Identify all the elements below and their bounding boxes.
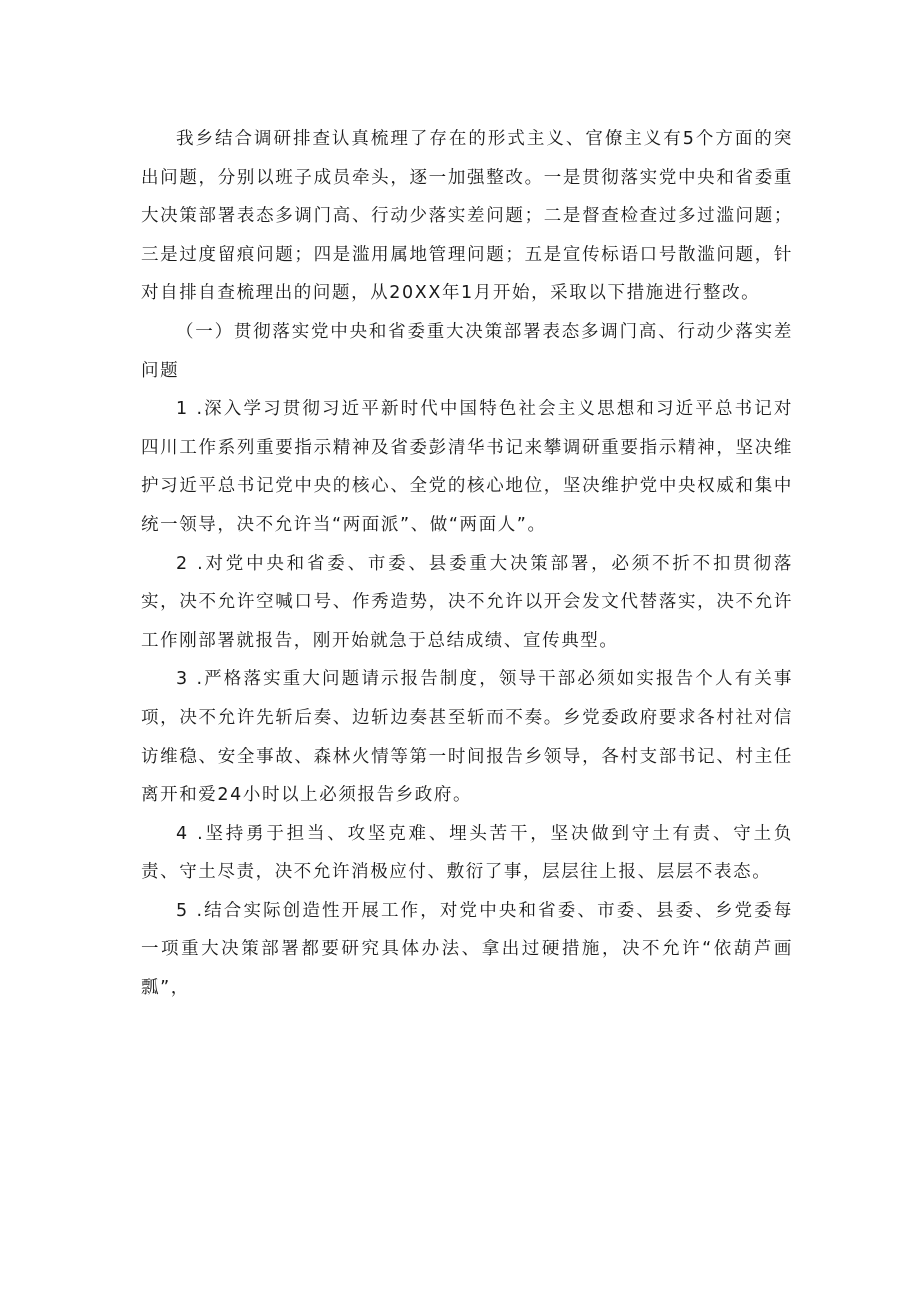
section-heading: （一）贯彻落实党中央和省委重大决策部署表态多调门高、行动少落实差问题: [141, 321, 793, 381]
list-item-2: 2 .对党中央和省委、市委、县委重大决策部署，必须不折不扣贯彻落实，决不允许空喊口号、作秀造势，决不允许以开会发文代替落实，决不允许工作刚部署就报告，刚开始就急于总结成绩、宣传典型。: [141, 553, 793, 651]
document-body: [141, 120, 793, 1008]
list-item-1: 1 .深入学习贯彻习近平新时代中国特色社会主义思想和习近平总书记对四川工作系列重要指示精神及省委彭清华书记来攀调研重要指示精神，坚决维护习近平总书记党中央的核心、全党的核心地位，坚决维护党中央权威和集中统一领导，决不允许当“两面派”、做“两面人”。: [141, 399, 793, 535]
list-item-5: 5 .结合实际创造性开展工作，对党中央和省委、市委、县委、乡党委每一项重大决策部署都要研究具体办法、拿出过硬措施，决不允许“依葫芦画瓢”，: [141, 900, 793, 999]
list-item-3: 3 .严格落实重大问题请示报告制度，领导干部必须如实报告个人有关事项，决不允许先斩后奏、边斩边奏甚至斩而不奏。乡党委政府要求各村社对信访维稳、安全事故、森林火情等第一时间报告乡领导，各村支部书记、村主任离开和爱24小时以上必须报告乡政府。: [141, 669, 793, 806]
intro-paragraph: 我乡结合调研排查认真梳理了存在的形式主义、官僚主义有5个方面的突出问题，分别以班子成员牵头，逐一加强整改。一是贯彻落实党中央和省委重大决策部署表态多调门高、行动少落实差问题；二是督查检查过多过滥问题；三是过度留痕问题；四是滥用属地管理问题；五是宣传标语口号散滥问题，针对自排自查梳理出的问题，从20XX年1月开始，采取以下措施进行整改。: [141, 129, 793, 304]
list-item-4: 4 .坚持勇于担当、攻坚克难、埋头苦干，坚决做到守土有责、守土负责、守土尽责，决不允许消极应付、敷衍了事，层层往上报、层层不表态。: [141, 823, 793, 883]
